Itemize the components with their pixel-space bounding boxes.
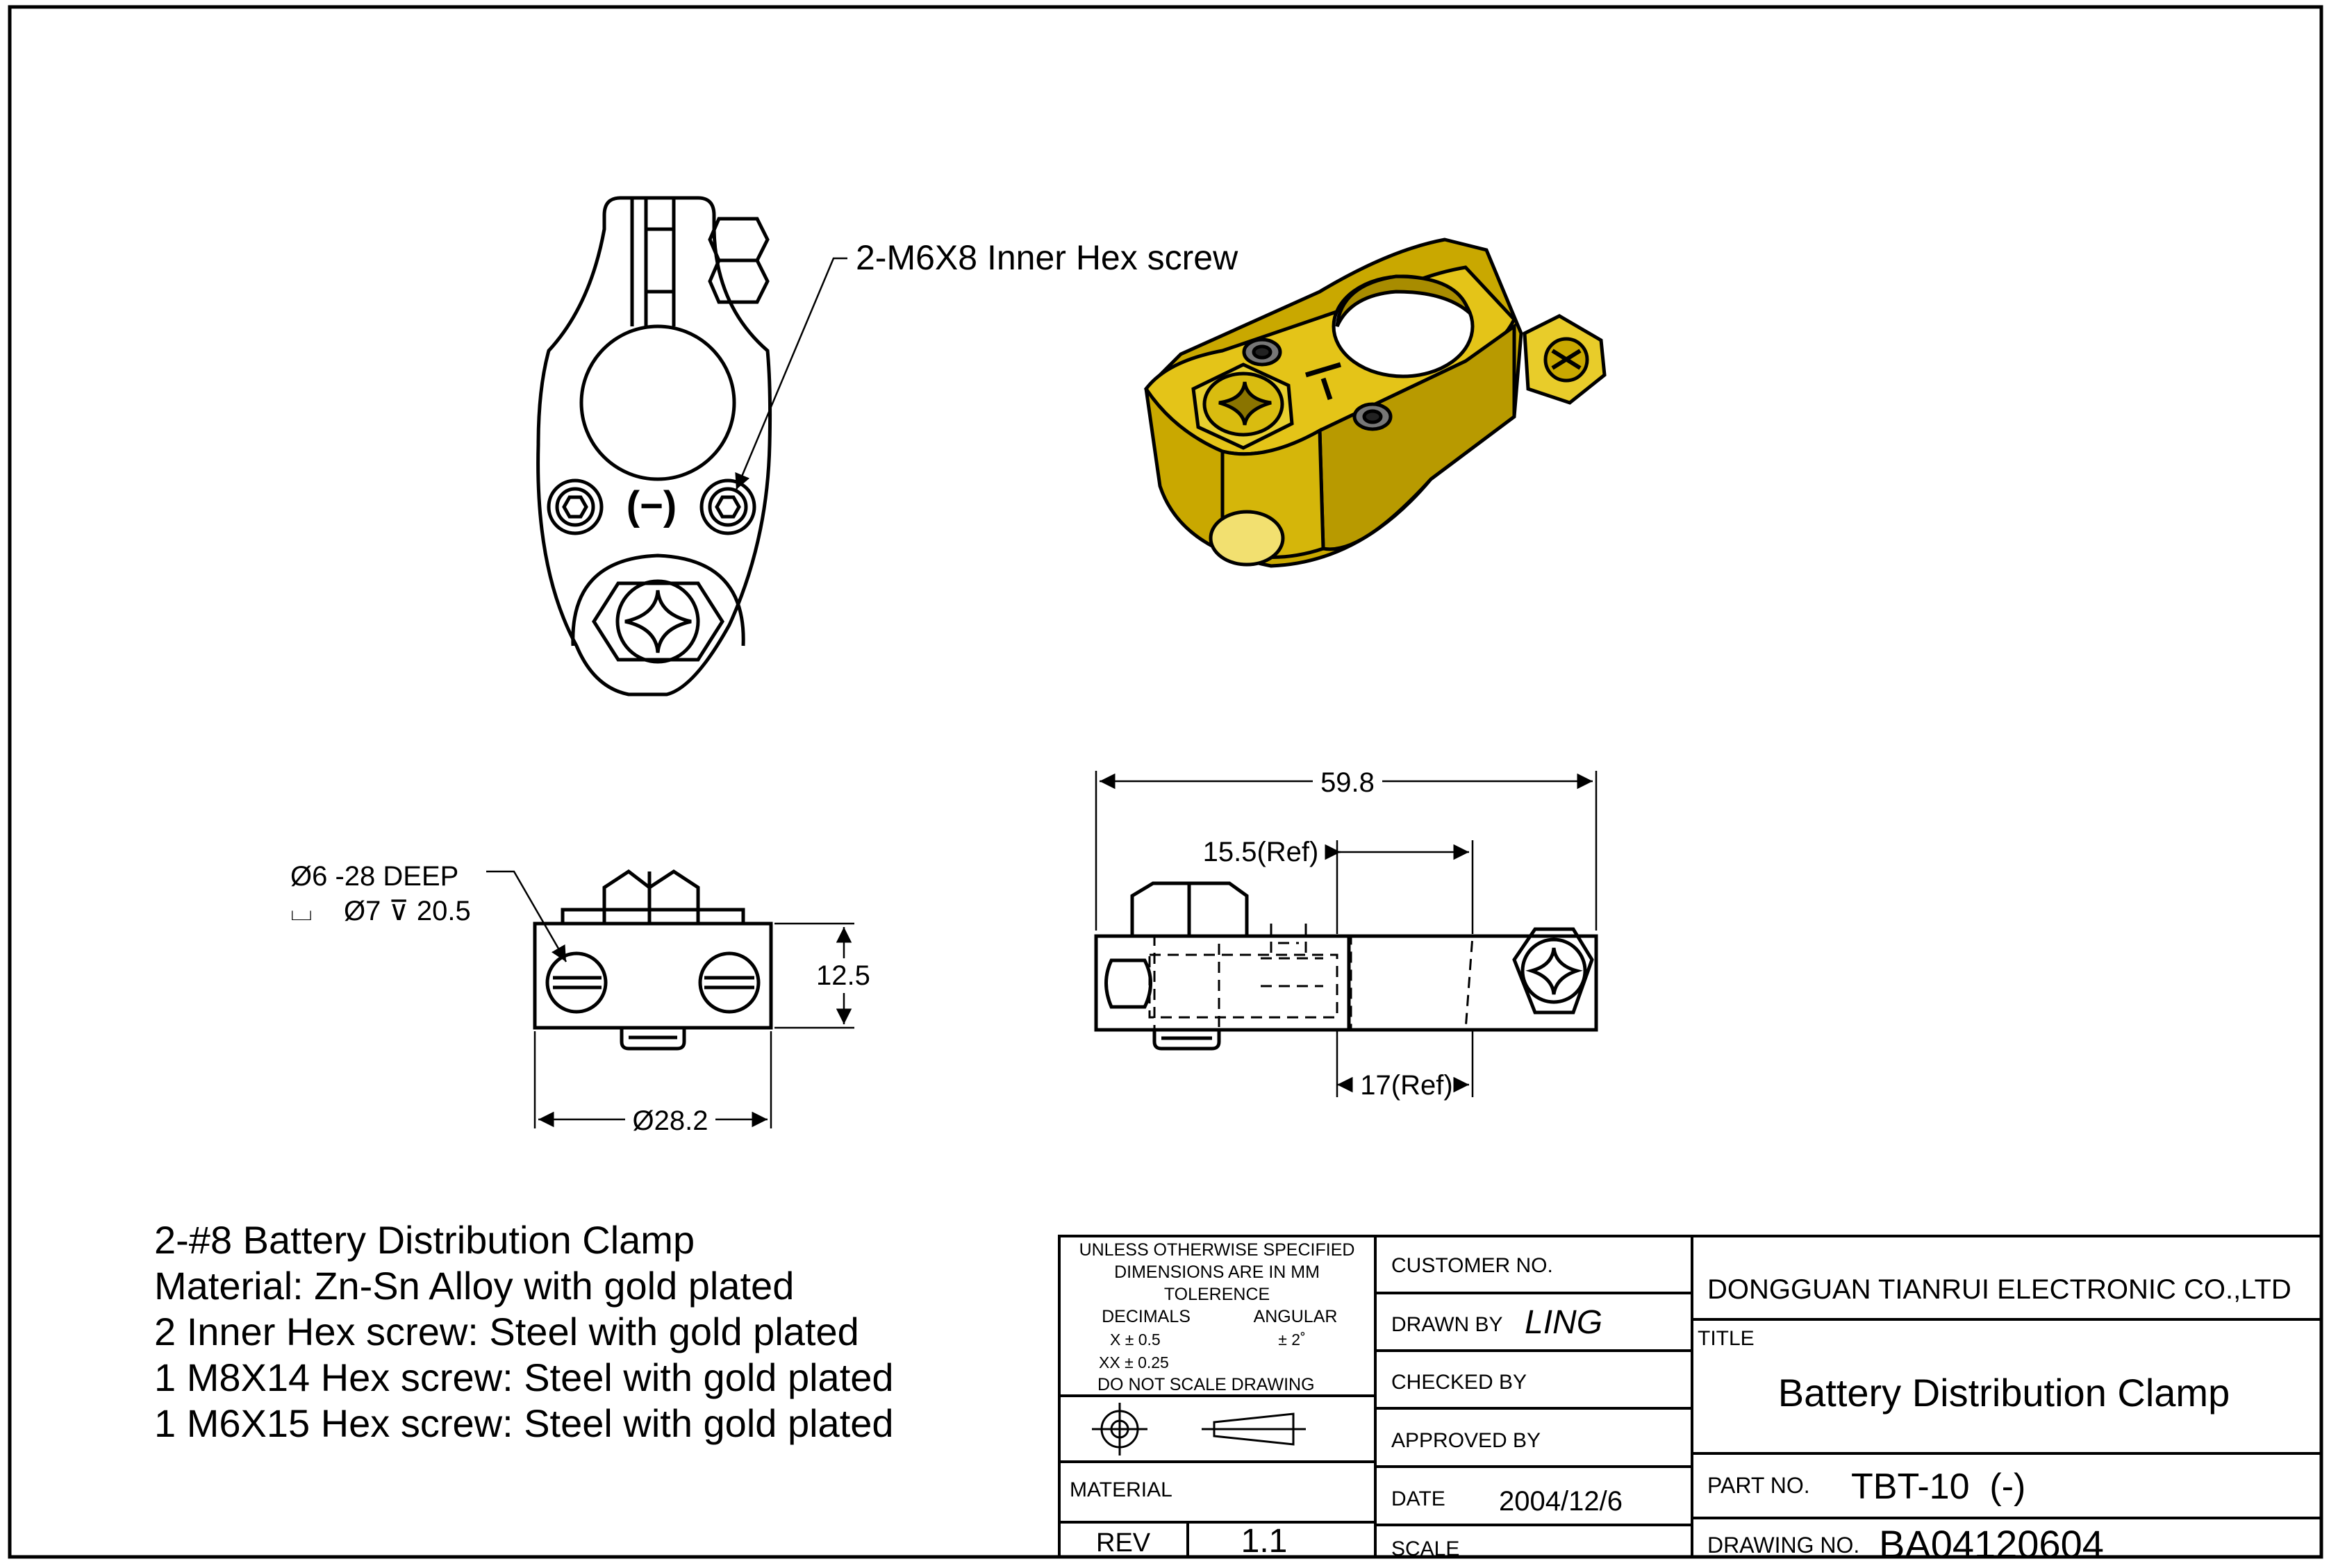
part-no-label: PART NO. [1707,1473,1810,1498]
diameter-dimension-value: Ø28.2 [632,1106,708,1136]
front-view [535,871,771,1049]
drawn-by-label: DRAWN BY [1391,1313,1503,1336]
inner-hex-screw-left [549,481,602,533]
angular-label: ANGULAR [1253,1307,1338,1326]
note-line: 2-#8 Battery Distribution Clamp [154,1218,695,1262]
height-dimension-value: 12.5 [816,960,870,991]
note-line: 1 M6X15 Hex screw: Steel with gold plated [154,1401,894,1445]
side-view-hidden [1150,924,1473,1030]
drawn-by-value: LING [1525,1304,1603,1341]
isometric-view [1146,240,1605,566]
side-view [1096,883,1596,1049]
drawing-title: Battery Distribution Clamp [1777,1371,2230,1415]
xx-tolerance: XX ± 0.25 [1099,1353,1169,1371]
customer-label: CUSTOMER NO. [1391,1254,1553,1277]
hole-leader [486,871,566,962]
rev-value: 1.1 [1241,1523,1288,1560]
scale-label: SCALE [1391,1537,1460,1560]
decimals-label: DECIMALS [1102,1307,1191,1326]
spec-header-1: UNLESS OTHERWISE SPECIFIED [1079,1240,1355,1260]
length-dimension-value: 59.8 [1320,767,1375,798]
hole-callout-line1: Ø6 -28 DEEP [290,861,459,892]
counterbore-symbol: ⌴ [290,896,313,926]
inner-hex-leader [736,258,847,490]
angular-tolerance: ± 2˚ [1278,1331,1306,1349]
hole-callout-line2: Ø7 ⊽ 20.5 [344,896,471,926]
projection-symbol [1092,1403,1306,1456]
note-line: 2 Inner Hex screw: Steel with gold plated [154,1310,859,1353]
top-view [538,198,770,694]
inner-hex-screw-right [702,481,754,533]
spec-header-2: DIMENSIONS ARE IN MM [1114,1262,1320,1282]
notes [154,1218,894,1445]
ref-top-dimension-value: 15.5(Ref) [1202,837,1319,867]
title-label: TITLE [1698,1327,1755,1350]
ref-bottom-dimension-value: 17(Ref) [1360,1070,1453,1101]
date-value: 2004/12/6 [1499,1486,1623,1517]
terminal-mark: (−) [626,483,677,528]
material-label: MATERIAL [1070,1478,1172,1501]
drawing-no-label: DRAWING NO. [1707,1533,1860,1558]
date-label: DATE [1391,1487,1445,1510]
company-name: DONGGUAN TIANRUI ELECTRONIC CO.,LTD [1707,1274,2291,1305]
checked-by-label: CHECKED BY [1391,1371,1527,1394]
drawing-no-value: BA04120604 [1879,1522,2104,1566]
ref-top-dimension [1327,840,1473,934]
note-line: Material: Zn-Sn Alloy with gold plated [154,1264,795,1308]
note-line: 1 M8X14 Hex screw: Steel with gold plated [154,1356,894,1399]
approved-by-label: APPROVED BY [1391,1429,1541,1452]
inner-hex-callout: 2-M6X8 Inner Hex screw [856,238,1238,277]
rev-label: REV [1096,1528,1151,1558]
spec-header-3: TOLERENCE [1163,1285,1270,1304]
part-no-value: TBT-10 (-) [1851,1467,2026,1507]
x-tolerance: X ± 0.5 [1110,1331,1161,1349]
no-scale-note: DO NOT SCALE DRAWING [1097,1375,1315,1394]
